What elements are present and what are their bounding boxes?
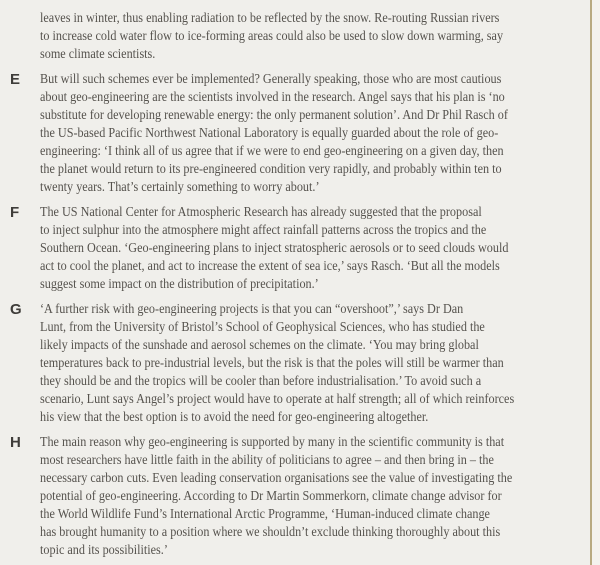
text-line: The US National Center for Atmospheric Research has already suggested that the proposal (40, 205, 482, 220)
text-line: to increase cold water flow to ice-forming areas could also be used to slow down warming, say (40, 29, 504, 44)
text-line: Southern Ocean. ‘Geo-engineering plans to inject stratospheric aerosols or to seed clouds would (40, 241, 509, 256)
text-line: substitute for developing renewable energy: the only permanent solution’. And Dr Phil Rasch of (40, 108, 508, 123)
text-line: scenario, Lunt says Angel’s project would have to operate at half strength; all of which reinforces (40, 392, 515, 407)
text-line: his view that the best option is to avoid the need for geo-engineering altogether. (40, 410, 429, 425)
text-line: ‘A further risk with geo-engineering projects is that you can “overshoot”,’ says Dr Dan (40, 302, 464, 317)
passage-paragraph-H (10, 434, 582, 560)
paragraph-label-H: H (10, 434, 21, 451)
text-line: most researchers have little faith in the ability of politicians to agree – and then bring in – the (40, 453, 494, 468)
text-line: potential of geo-engineering. According to Dr Martin Sommerkorn, climate change advisor for (40, 489, 502, 504)
text-line: the US-based Pacific Northwest National Laboratory is equally guarded about the role of geo- (40, 126, 499, 141)
paragraph-label-G: G (10, 301, 22, 318)
text-line: topic and its possibilities.’ (40, 543, 168, 558)
text-line: the World Wildlife Fund’s International Arctic Programme, ‘Human-induced climate change (40, 507, 490, 522)
paragraph-label-E: E (10, 71, 21, 88)
text-line: the planet would return to its pre-engineered condition very rapidly, and probably within ten to (40, 162, 502, 177)
passage-paragraph-F (10, 204, 582, 294)
page-edge-strip (592, 0, 600, 565)
text-line: engineering: ‘I think all of us agree that if we were to end geo-engineering on a given day, then (40, 144, 504, 159)
paragraph-label-F: F (10, 204, 20, 221)
text-line: some climate scientists. (40, 47, 156, 62)
text-line: twenty years. That’s certainly something to worry about.’ (40, 180, 320, 195)
text-line: But will such schemes ever be implemented? Generally speaking, those who are most cautious (40, 72, 502, 87)
text-line: The main reason why geo-engineering is supported by many in the scientific community is that (40, 435, 505, 450)
text-line: Lunt, from the University of Bristol’s School of Geophysical Sciences, who has studied the (40, 320, 485, 335)
text-line: suggest some impact on the distribution of precipitation.’ (40, 277, 319, 292)
text-line: likely impacts of the sunshade and aerosol schemes on the climate. ‘You may bring global (40, 338, 479, 353)
text-line: act to cool the planet, and act to increase the extent of sea ice,’ says Rasch. ‘But all the models (40, 259, 500, 274)
text-line: necessary carbon cuts. Even leading conservation organisations see the value of investigating the (40, 471, 513, 486)
text-line: temperatures back to pre-industrial levels, but the risk is that the poles will still be warmer than (40, 356, 504, 371)
text-line: leaves in winter, thus enabling radiation to be reflected by the snow. Re-routing Russian rivers (40, 11, 500, 26)
passage-intro-paragraph (40, 10, 582, 64)
text-line: about geo-engineering are the scientists involved in the research. Angel says that his plan is ‘no (40, 90, 505, 105)
passage-paragraph-G (10, 301, 582, 427)
text-line: to inject sulphur into the atmosphere might affect rainfall patterns across the tropics and the (40, 223, 487, 238)
passage-paragraph-E (10, 71, 582, 197)
text-line: they should be and the tropics will be cooler than before industrialisation.’ To avoid such a (40, 374, 482, 389)
text-line: has brought humanity to a position where we shouldn’t exclude thinking thoroughly about this (40, 525, 501, 540)
